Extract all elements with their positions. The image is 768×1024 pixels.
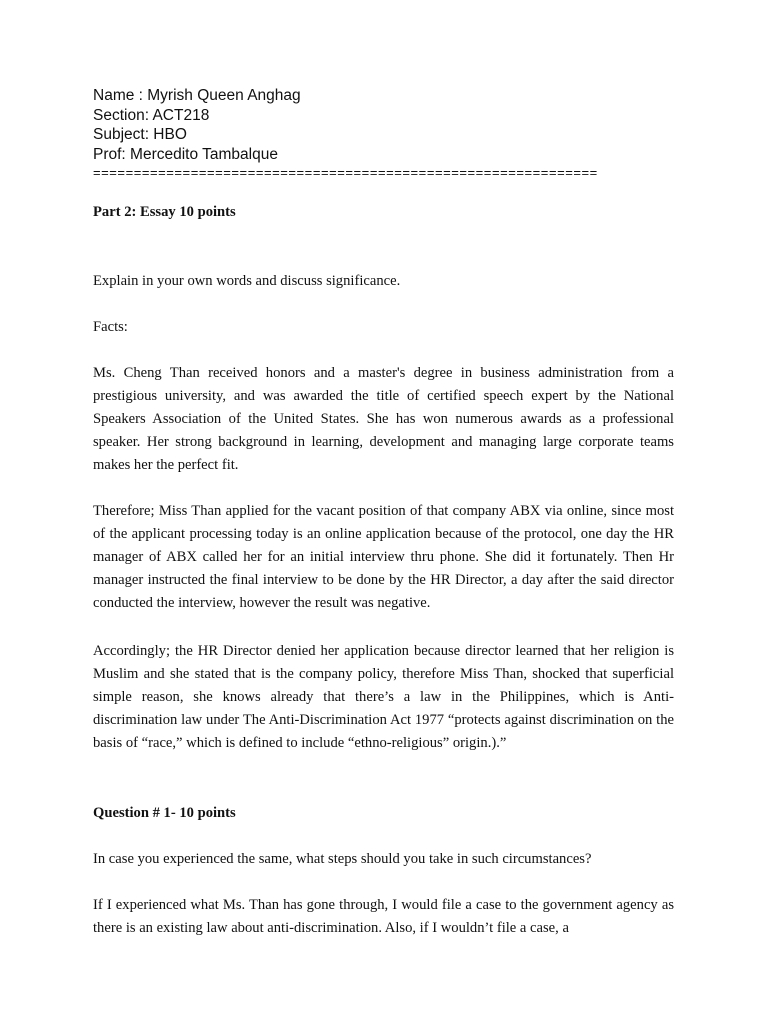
header-separator: ============================================================== xyxy=(93,165,598,180)
part2-heading: Part 2: Essay 10 points xyxy=(93,204,236,220)
facts-paragraph-2: Therefore; Miss Than applied for the vacant position of that company ABX via online, since most of the applicant processing today is an online application because of the protocol, one day the HR manager of ABX called her for an initial interview thru phone. She did it fortunately. Then Hr manager instructed the final interview to be done by the HR Director, a day after the said director conducted the interview, however the result was negative. xyxy=(93,503,674,611)
facts-paragraph-1: Ms. Cheng Than received honors and a master's degree in business administration from a prestigious university, and was awarded the title of certified speech expert by the National Speakers Association of the United States. She has won numerous awards as a professional speaker. Her strong background in learning, development and managing large corporate teams makes her the perfect fit. xyxy=(93,365,674,473)
question1-heading: Question # 1- 10 points xyxy=(93,805,236,821)
student-section: Section: ACT218 xyxy=(93,106,210,124)
facts-paragraph-3: Accordingly; the HR Director denied her application because director learned that her religion is Muslim and she stated that is the company policy, therefore Miss Than, shocked that superficial simple reason, she knows already that there’s a law in the Philippines, which is Anti- discrimination law under The Anti-Discrimination Act 1977 “protects against discrimination on the basis of “race,” which is defined to include “ethno-religious” origin.).” xyxy=(93,643,674,751)
question1-answer: If I experienced what Ms. Than has gone through, I would file a case to the government agency as there is an existing law about anti-discrimination. Also, if I wouldn’t file a case, a xyxy=(93,897,674,936)
professor-line: Prof: Mercedito Tambalque xyxy=(93,145,278,163)
facts-label: Facts: xyxy=(93,319,128,335)
document-header xyxy=(93,86,673,182)
subject-line: Subject: HBO xyxy=(93,126,187,143)
part2-instruction: Explain in your own words and discuss significance. xyxy=(93,273,401,289)
question1-prompt: In case you experienced the same, what steps should you take in such circumstances? xyxy=(93,851,592,867)
student-name: Name : Myrish Queen Anghag xyxy=(93,87,301,104)
